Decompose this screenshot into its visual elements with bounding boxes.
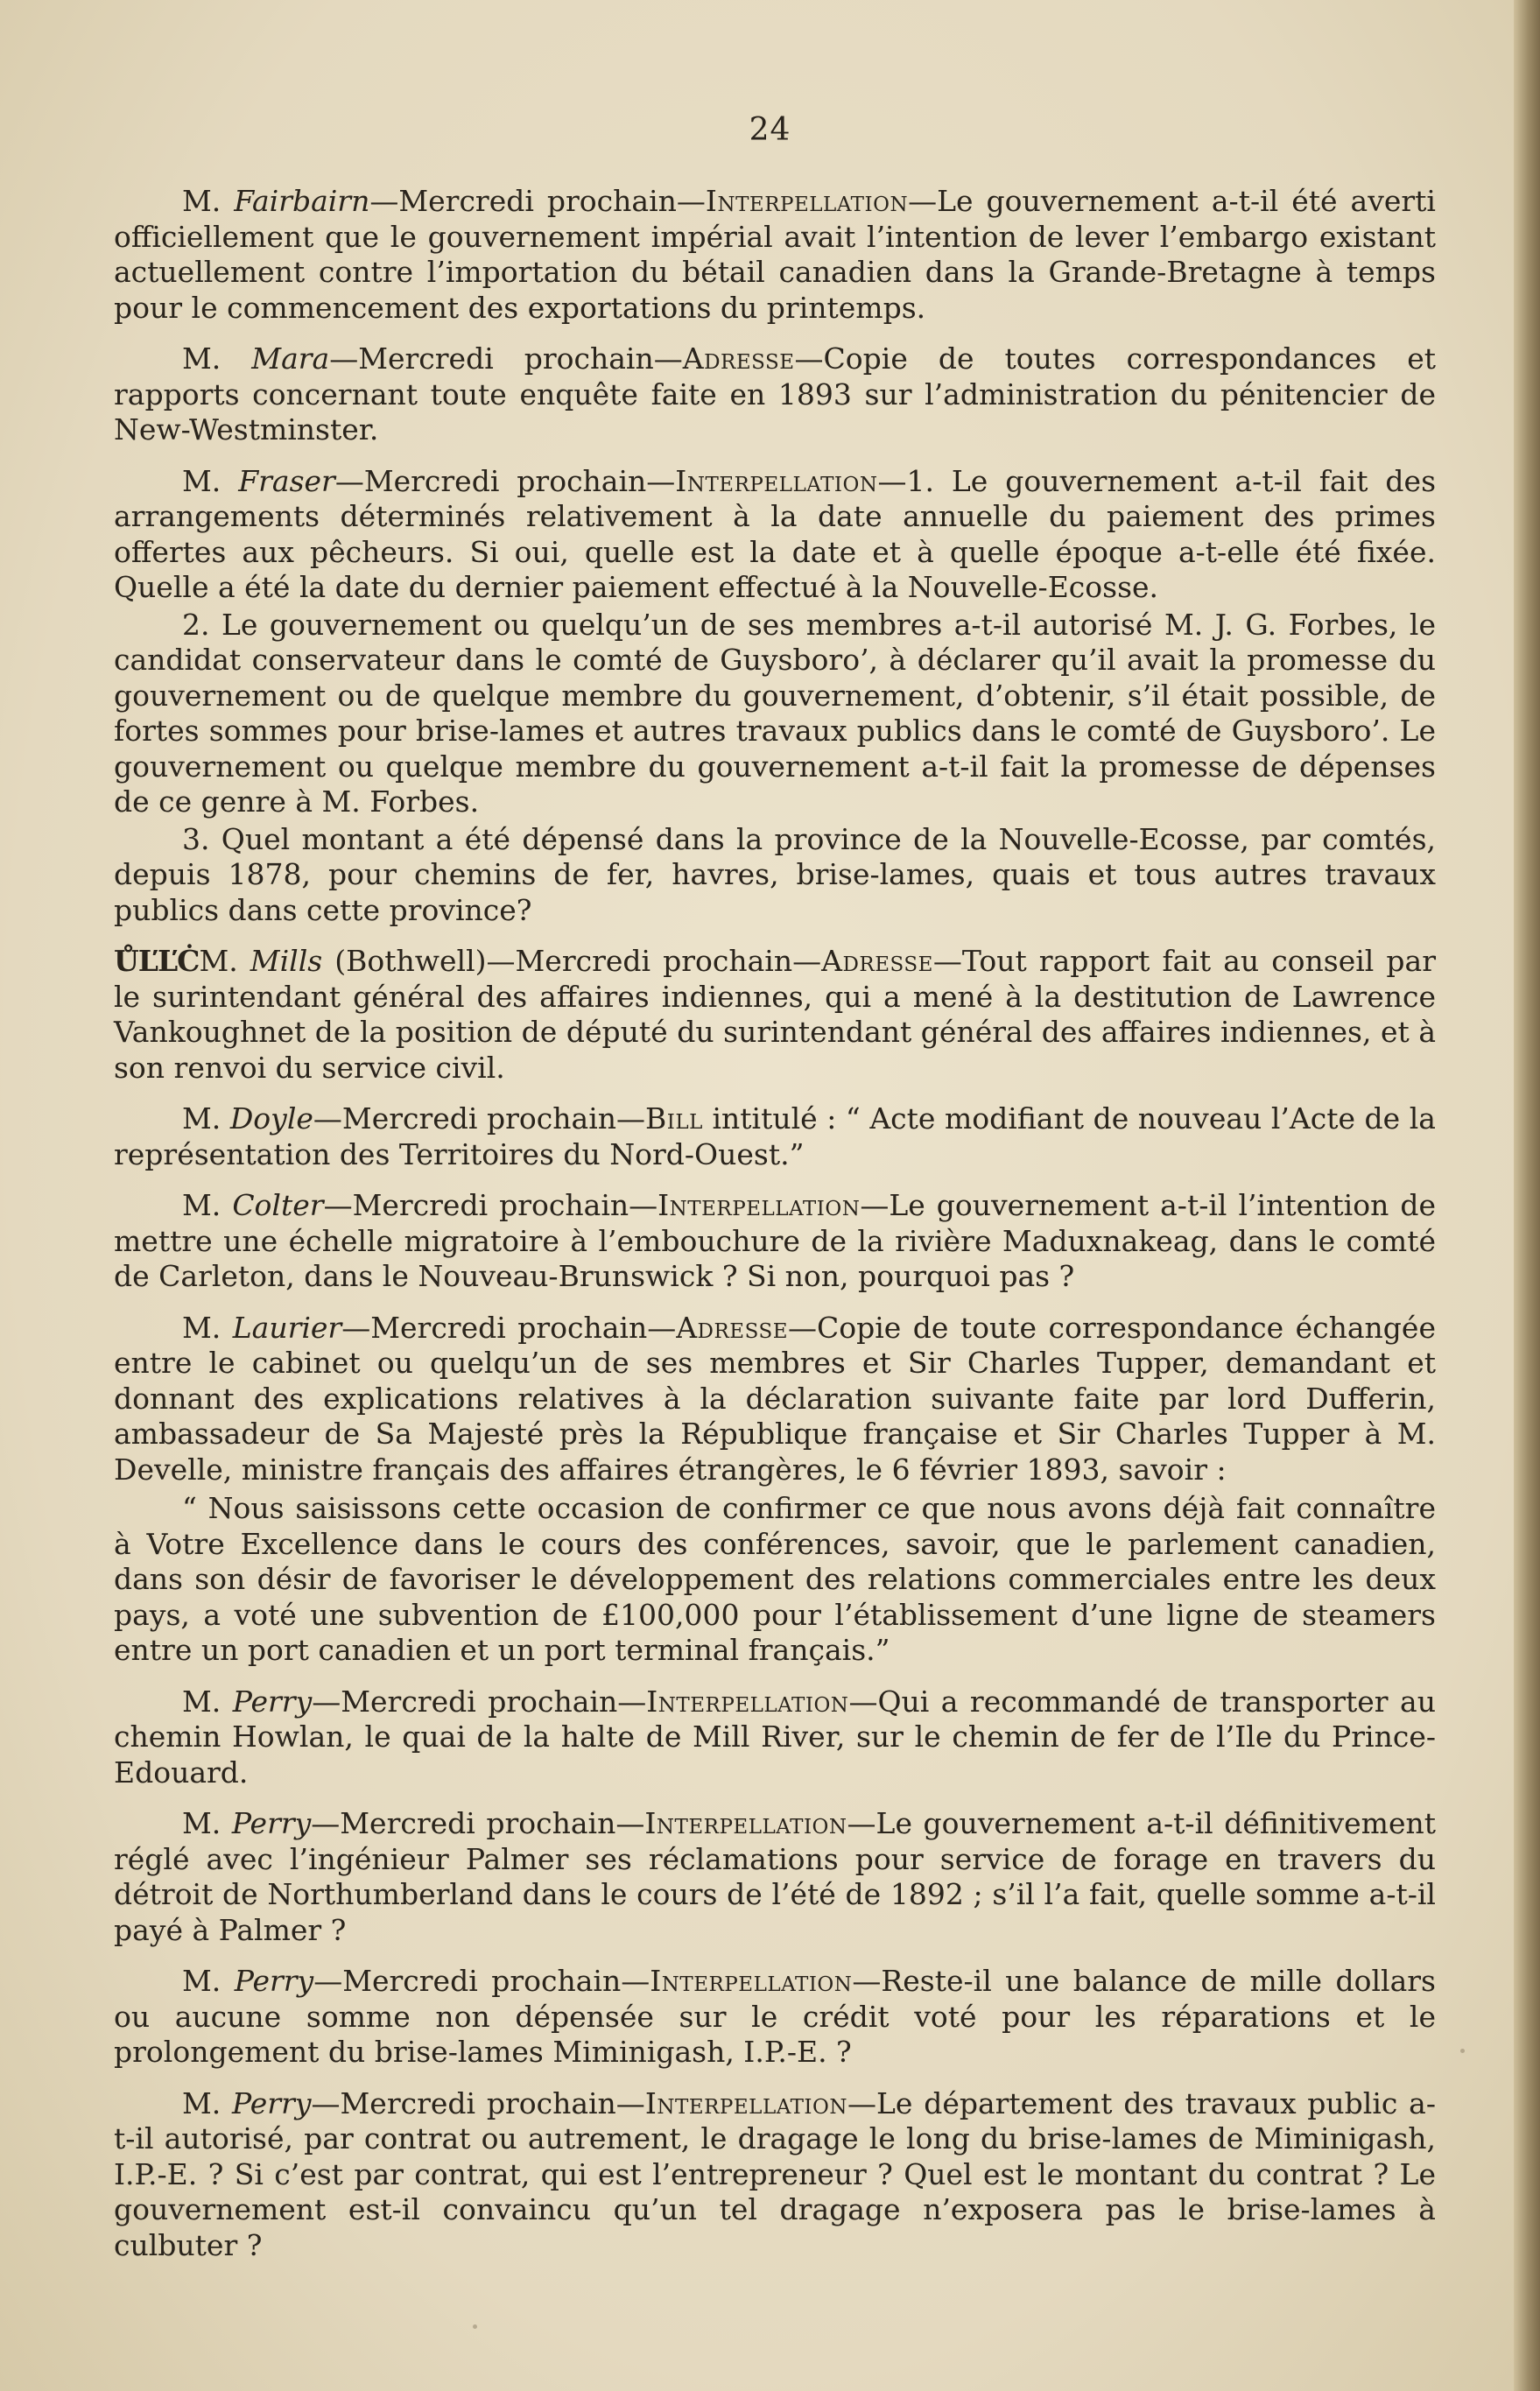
book-binding-edge — [1514, 0, 1540, 2391]
speaker-title: M. — [182, 1310, 222, 1345]
notice-text: —Copie de toute correspondance échangée entre le cabinet ou quelqu’un de ses membres et Sir Charles Tupper, demandant et donnant des explications relatives à la déclaration suivante faite par lord Dufferin, ambassadeur de Sa Majesté près la République française et Sir Charles Tupper à M. Develle, ministre français des affaires étrangères, le 6 février 1893, savoir : — [114, 1310, 1436, 1487]
speaker-title: M. — [182, 1684, 222, 1719]
page-number: 24 — [749, 112, 791, 148]
speaker-title: M. — [182, 1964, 222, 1998]
notice-perry-2 — [114, 1806, 1436, 1948]
notice-text: —1. Le gouvernement a-t-il fait des arrangements déterminés relativement à la date annuelle du paiement des primes offertes aux pêcheurs. Si oui, quelle est la date et à quelle époque a-t-elle été fixée. Quelle a été la date du dernier paiement effectué à la Nouvelle-Ecosse. — [114, 463, 1436, 604]
notice-text: —Qui a recommandé de transporter au chemin Howlan, le quai de la halte de Mill River, sur le chemin de fer de l’Ile du Prince-Edouard. — [114, 1684, 1436, 1790]
notice-perry-4 — [114, 2086, 1436, 2264]
notice-date: —Mercredi prochain— — [311, 2085, 645, 2120]
notice-fairbairn — [114, 184, 1436, 326]
notice-date: —Mercredi prochain— — [311, 1806, 645, 1840]
speaker-title: M. — [182, 341, 222, 376]
notice-mara — [114, 341, 1436, 448]
member-name: Mills — [250, 944, 323, 978]
member-name: Perry — [232, 1684, 313, 1719]
notice-text: —Reste-il une balance de mille dollars ou aucune somme non dépensée sur le crédit voté pour les réparations et le prolongement du brise-lames Miminigash, I.P.-E. ? — [114, 1964, 1436, 2069]
speaker-title: M. — [182, 184, 222, 218]
speaker-title: M. — [182, 1101, 222, 1136]
marginal-mark: ŮĽĽĊ — [114, 944, 200, 978]
speaker-title: M. — [182, 1806, 222, 1840]
notice-type: Interpellation — [675, 463, 878, 498]
member-name: Doyle — [229, 1101, 313, 1136]
notice-text: intitulé : “ Acte modifiant de nouveau l’Acte de la représentation des Territoires du Nord-Ouest.” — [114, 1101, 1436, 1171]
member-name: Mara — [251, 341, 330, 376]
notice-type: Interpellation — [644, 2085, 847, 2120]
notice-date: —Mercredi prochain— — [323, 1188, 658, 1222]
member-riding: (Bothwell) — [322, 944, 487, 978]
speaker-title: M. — [199, 944, 238, 978]
notice-date: —Mercredi prochain— — [313, 1101, 646, 1136]
notice-date: —Mercredi prochain— — [313, 1964, 650, 1998]
member-name: Laurier — [232, 1310, 342, 1345]
notice-mills — [114, 944, 1436, 1086]
notice-colter — [114, 1188, 1436, 1295]
notice-type: Adresse — [682, 341, 795, 376]
notice-text: —Le gouvernement a-t-il été averti officiellement que le gouvernement impérial avait l’intention de lever l’embargo existant actuellement contre l’importation du bétail canadien dans la Grande-Bretagne à temps pour le commencement des exportations du printemps. — [114, 184, 1436, 325]
notice-fraser-question-3: 3. Quel montant a été dépensé dans la province de la Nouvelle-Ecosse, par comtés, depuis 1878, pour chemins de fer, havres, brise-lames, quais et tous autres travaux publics dans cette province? — [114, 821, 1436, 927]
notice-date: —Mercredi prochain— — [329, 341, 683, 376]
member-name: Perry — [231, 1806, 312, 1840]
member-name: Fraser — [238, 463, 335, 498]
notice-type: Adresse — [821, 944, 933, 978]
notice-text: —Copie de toutes correspondances et rapports concernant toute enquête faite en 1893 sur l’administration du pénitencier de New-Westminster. — [114, 341, 1436, 447]
notice-fraser — [114, 464, 1436, 606]
notice-type: Adresse — [676, 1310, 788, 1345]
speaker-title: M. — [182, 463, 222, 498]
notice-laurier-quotation: “ Nous saisissons cette occasion de confirmer ce que nous avons déjà fait connaître à Votre Excellence dans le cours des conférences, savoir, que le parlement canadien, dans son désir de favoriser le développement des relations commerciales entre les deux pays, a voté une subvention de £100,000 pour l’établissement d’une ligne de steamers entre un port canadien et un port terminal français.” — [114, 1491, 1436, 1667]
notice-fraser-question-2: 2. Le gouvernement ou quelqu’un de ses membres a-t-il autorisé M. J. G. Forbes, le candidat conservateur dans le comté de Guysboro’, à déclarer qu’il avait la promesse du gouvernement ou de quelque membre du gouvernement, d’obtenir, s’il était possible, de fortes sommes pour brise-lames et autres travaux publics dans le comté de Guysboro’. Le gouvernement ou quelque membre du gouvernement a-t-il fait la promesse de dépenses de ce genre à M. Forbes. — [114, 607, 1436, 819]
scan-speck — [1460, 2049, 1465, 2053]
member-name: Colter — [232, 1188, 324, 1222]
notice-type: Interpellation — [644, 1806, 847, 1840]
notice-type: Interpellation — [705, 184, 909, 218]
notice-doyle — [114, 1101, 1436, 1172]
notice-text: —Tout rapport fait au conseil par le surintendant général des affaires indiennes, qui a mené à la destitution de Lawrence Vankoughnet de la position de député du surintendant général des affaires indiennes, et à son renvoi du service civil. — [114, 944, 1436, 1085]
notice-type: Bill — [645, 1101, 703, 1136]
scan-speck — [473, 2324, 477, 2329]
speaker-title: M. — [182, 1188, 222, 1222]
speaker-title: M. — [182, 2085, 222, 2120]
notice-type: Interpellation — [650, 1964, 853, 1998]
member-name: Perry — [234, 1964, 314, 1998]
notice-type: Interpellation — [657, 1188, 861, 1222]
notice-date: —Mercredi prochain— — [486, 944, 822, 978]
notice-text: —Le département des travaux public a-t-il autorisé, par contrat ou autrement, le dragage le long du brise-lames de Miminigash, I.P.-E. ? Si c’est par contrat, qui est l’entrepreneur ? Quel est le montant du contrat ? Le gouvernement est-il convaincu qu’un tel dragage n’exposera pas le brise-lames à culbuter ? — [114, 2085, 1436, 2262]
notice-perry-3 — [114, 1964, 1436, 2071]
notice-text: —Le gouvernement a-t-il l’intention de mettre une échelle migratoire à l’embouchure de la rivière Maduxnakeag, dans le comté de Carleton, dans le Nouveau-Brunswick ? Si non, pourquoi pas ? — [114, 1188, 1436, 1293]
notice-date: —Mercredi prochain— — [369, 184, 706, 218]
notice-laurier — [114, 1311, 1436, 1488]
notice-text: —Le gouvernement a-t-il définitivement réglé avec l’ingénieur Palmer ses réclamations pour service de forage en travers du détroit de Northumberland dans le cours de l’été de 1892 ; s’il l’a fait, quelle somme a-t-il payé à Palmer ? — [114, 1806, 1436, 1947]
notice-date: —Mercredi prochain— — [312, 1684, 647, 1719]
notice-type: Interpellation — [646, 1684, 849, 1719]
notice-perry-1 — [114, 1684, 1436, 1791]
member-name: Perry — [232, 2085, 312, 2120]
notice-date: —Mercredi prochain— — [334, 463, 676, 498]
page-body — [114, 184, 1436, 2279]
member-name: Fairbairn — [234, 184, 370, 218]
notice-date: —Mercredi prochain— — [341, 1310, 677, 1345]
